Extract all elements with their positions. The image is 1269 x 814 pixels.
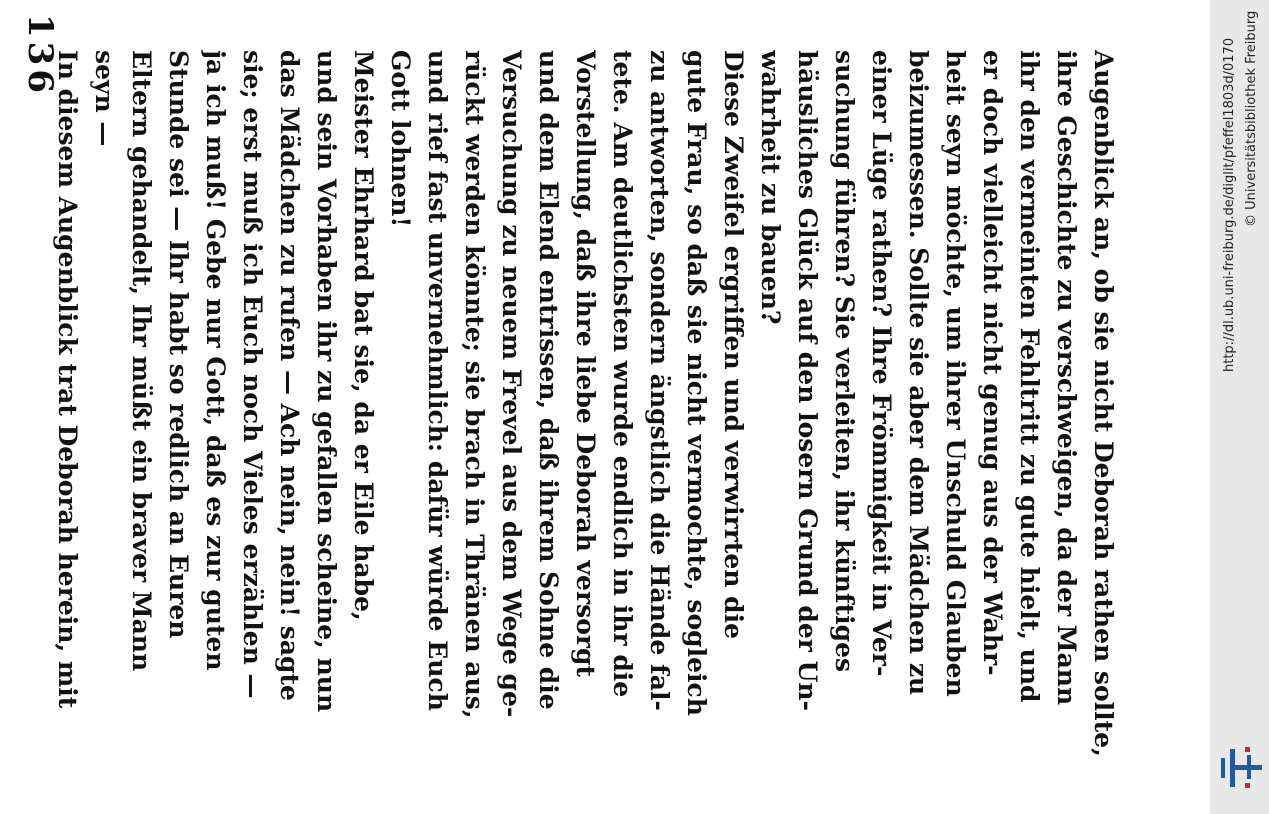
text-line: Stunde sei — Ihr habt so redlich an Euren	[164, 50, 193, 639]
text-line: häusliches Glück auf den losern Grund der Un-	[793, 50, 822, 711]
logo-bar-top	[1221, 758, 1225, 778]
text-line: heit seyn möchte, um ihrer Unschuld Glauben	[941, 50, 970, 697]
text-line: suchung führen? Sie verleiten, ihr künftiges	[830, 50, 859, 673]
text-line: ja ich muß! Gebe nur Gott, daß es zur guten	[201, 50, 230, 671]
text-line: seyn —	[90, 50, 119, 147]
text-line: wahrheit zu bauen?	[756, 50, 785, 325]
text-line: Augenblick an, ob sie nicht Deborah rathen sollte,	[1089, 50, 1118, 757]
logo-bar-lower	[1247, 755, 1251, 779]
sidebar	[1210, 0, 1269, 814]
text-line: zu antworten, sondern ängstlich die Hände fal-	[645, 50, 674, 711]
text-line: tete. Am deutlichsten wurde endlich in ihr die	[608, 50, 637, 698]
source-url[interactable]: http://dl.ub.uni-freiburg.de/diglit/pfeffel1803d/0170	[1222, 37, 1237, 372]
logo-red-mark-bottom	[1245, 783, 1250, 788]
text-line: ihr den vermeinten Fehltritt zu gute hielt, und	[1015, 50, 1044, 703]
text-line: gute Frau, so daß sie nicht vermochte, sogleich	[682, 50, 711, 716]
logo-red-mark-top	[1245, 747, 1250, 752]
text-line: In diesem Augenblick trat Deborah herein, mit	[53, 50, 82, 709]
text-line: und rief fast unvernehmlich: dafür würde Euch	[423, 50, 452, 711]
text-line: beizumessen. Sollte sie aber dem Mädchen zu	[904, 50, 933, 696]
text-line: Diese Zweifel ergriffen und verwirrten die	[719, 50, 748, 640]
text-line: er doch vielleicht nicht genug aus der Wahr-	[978, 50, 1007, 676]
logo-bar-main	[1230, 749, 1235, 787]
text-line: Vorstellung, daß ihre liebe Deborah versorgt	[571, 50, 600, 678]
text-line: ihre Geschichte zu verschweigen, da der Mann	[1052, 50, 1081, 706]
text-line: und dem Elend entrissen, daß ihrem Sohne die	[534, 50, 563, 710]
ub-freiburg-logo-icon	[1215, 745, 1265, 790]
text-line: und sein Vorhaben ihr zu gefallen scheine, nun	[312, 50, 341, 713]
text-line: sie; erst muß ich Euch noch Vieles erzählen —	[238, 50, 267, 699]
text-line: Gott lohnen!	[386, 50, 415, 228]
text-line: Eltern gehandelt, Ihr müßt ein braver Mann	[127, 50, 156, 672]
page-number: 136	[20, 14, 60, 97]
text-line: rückt werden könnte; sie brach in Thränen aus,	[460, 50, 489, 719]
text-line: einer Lüge rathen? Ihre Frömmigkeit in Ver-	[867, 50, 896, 677]
text-line: Versuchung zu neuem Frevel aus dem Wege ge-	[497, 50, 526, 718]
text-line: das Mädchen zu rufen — Ach nein, nein! sagte	[275, 50, 304, 701]
text-line: Meister Ehrhard bat sie, da er Eile habe,	[349, 50, 378, 621]
copyright-notice: © Universitätsbibliothek Freiburg	[1244, 10, 1259, 227]
